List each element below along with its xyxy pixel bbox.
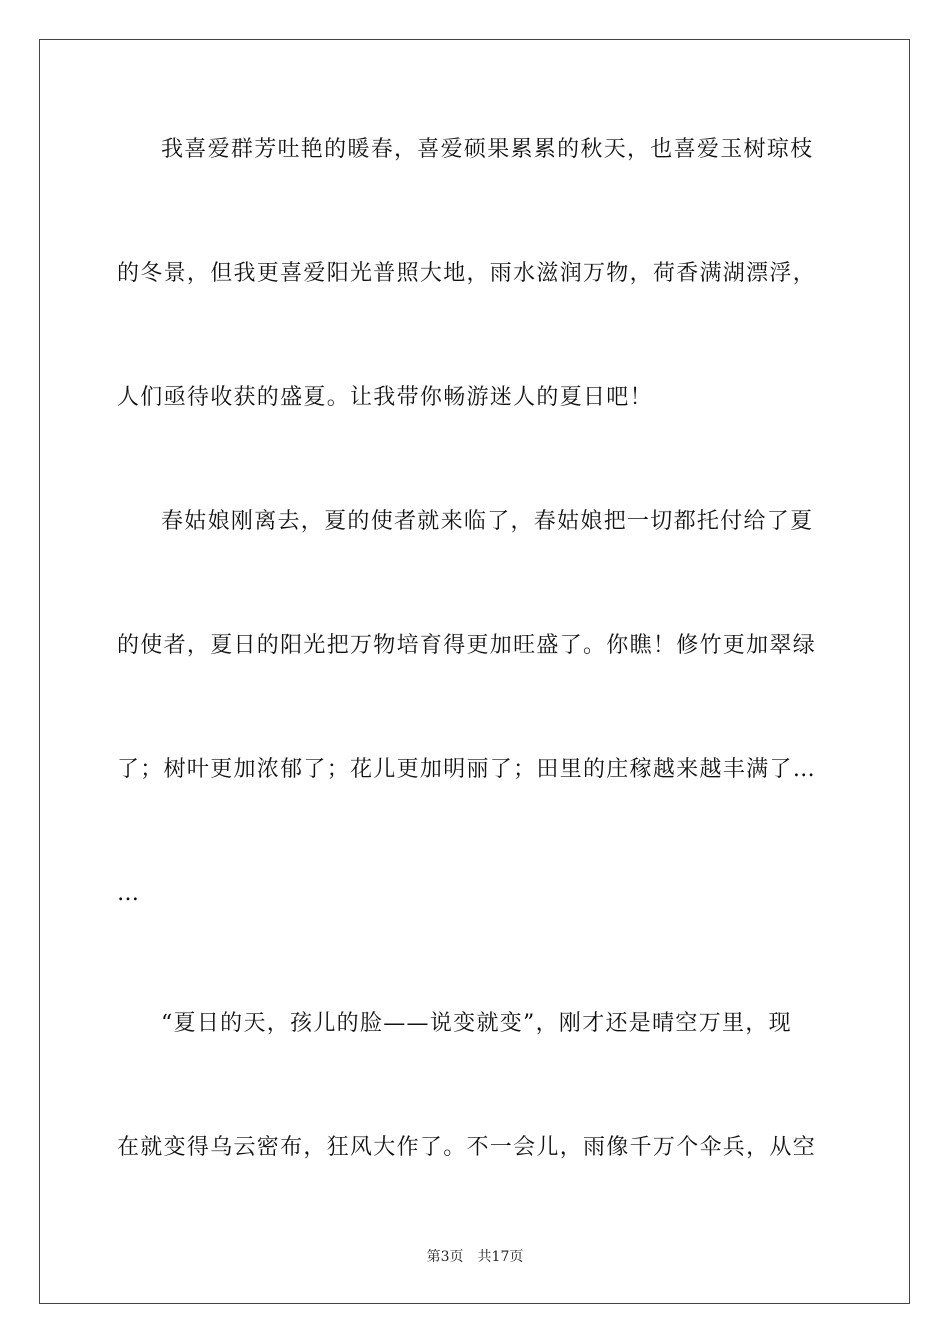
page-frame (39, 39, 910, 1304)
paragraph-1-line-2: 的冬景，但我更喜爱阳光普照大地，雨水滋润万物，荷香满湖漂浮， (117, 261, 817, 286)
paragraph-3-line-2: 在就变得乌云密布，狂风大作了。不一会儿，雨像千万个伞兵，从空 (117, 1135, 817, 1160)
page-footer (0, 1248, 950, 1266)
paragraph-2-line-1: 春姑娘刚离去，夏的使者就来临了，春姑娘把一切都托付给了夏 (161, 509, 814, 534)
paragraph-2-line-2: 的使者，夏日的阳光把万物培育得更加旺盛了。你瞧！修竹更加翠绿 (117, 633, 817, 658)
paragraph-2-line-3: 了；树叶更加浓郁了；花儿更加明丽了；田里的庄稼越来越丰满了… (117, 757, 817, 782)
paragraph-1-line-3: 人们亟待收获的盛夏。让我带你畅游迷人的夏日吧！ (117, 385, 653, 410)
paragraph-3-line-1: “夏日的天，孩儿的脸——说变就变”，刚才还是晴空万里，现 (161, 1011, 792, 1036)
total-pages: 共17页 (477, 1249, 524, 1265)
paragraph-2-line-4: … (117, 881, 141, 906)
page-number: 第3页 (426, 1249, 464, 1265)
paragraph-1-line-1: 我喜爱群芳吐艳的暖春，喜爱硕果累累的秋天，也喜爱玉树琼枝 (161, 137, 814, 162)
